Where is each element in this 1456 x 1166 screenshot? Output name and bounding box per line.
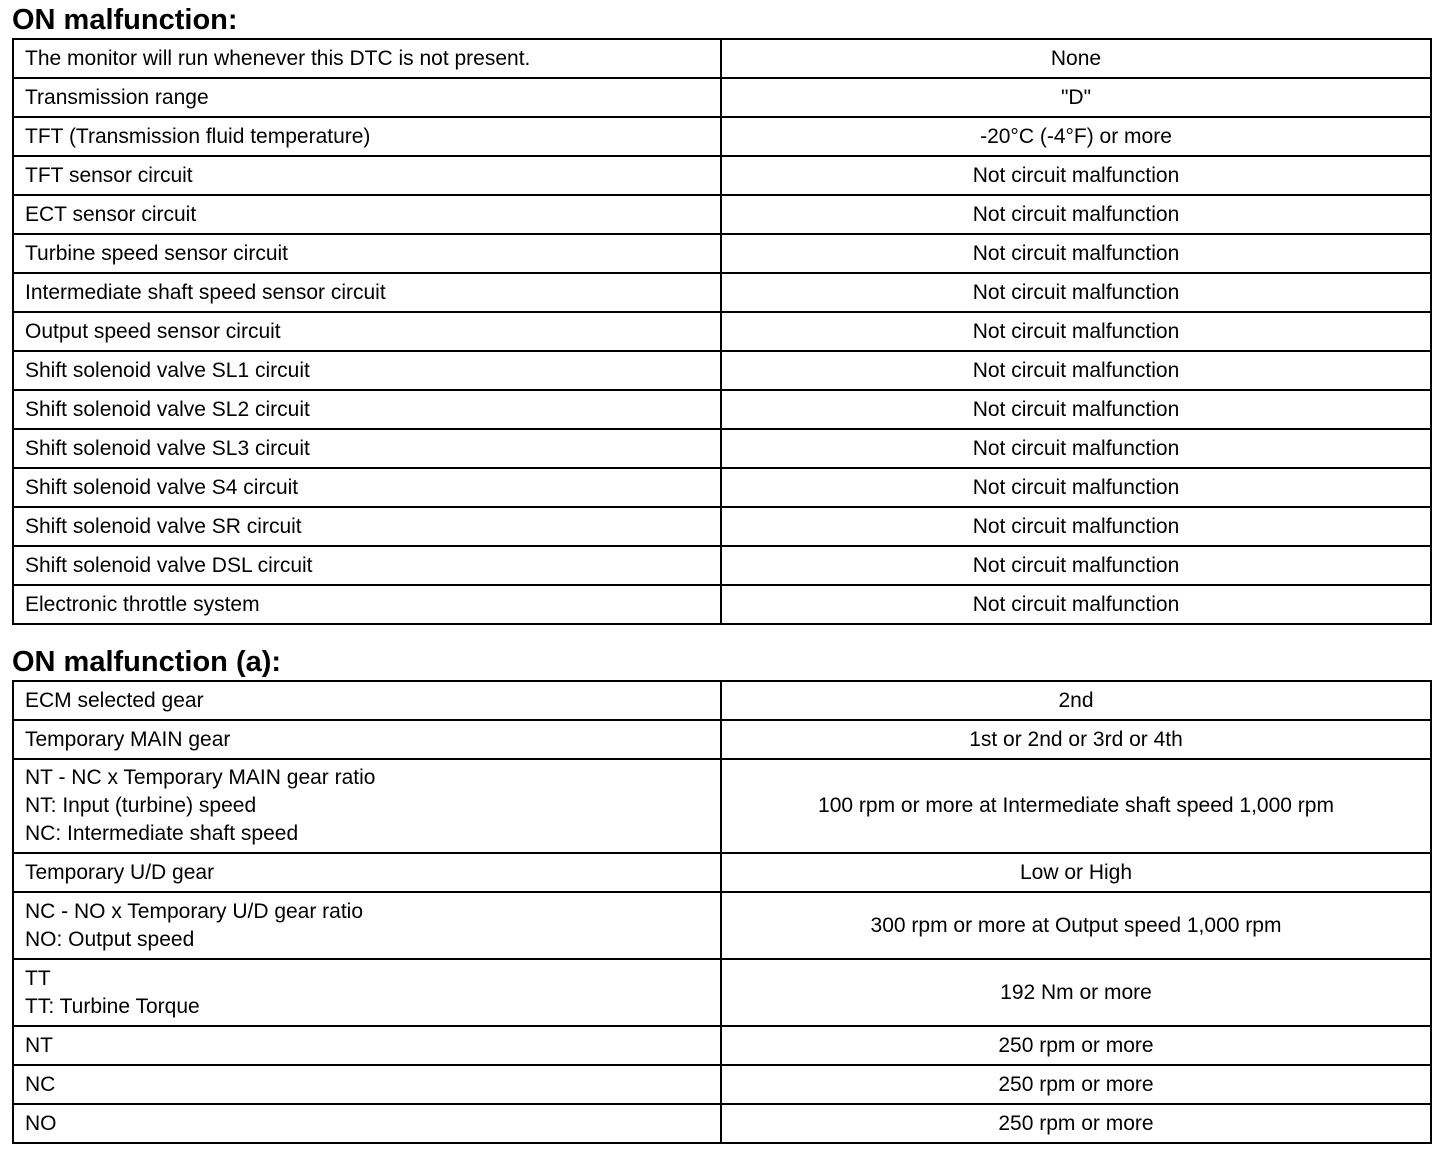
condition-label-line: ECM selected gear	[25, 688, 204, 712]
condition-label	[13, 312, 721, 351]
condition-value: Not circuit malfunction	[721, 507, 1431, 546]
table-row	[13, 351, 1431, 390]
condition-value: 100 rpm or more at Intermediate shaft speed 1,000 rpm	[721, 759, 1431, 853]
condition-value: None	[721, 39, 1431, 78]
section-title: ON malfunction (a):	[12, 646, 282, 678]
condition-label-line: ECT sensor circuit	[25, 202, 197, 226]
condition-label	[13, 117, 721, 156]
table-row	[13, 78, 1431, 117]
table-row	[13, 312, 1431, 351]
section-on-malfunction	[12, 2, 1430, 625]
condition-label	[13, 1104, 721, 1143]
condition-label	[13, 853, 721, 892]
table-row	[13, 507, 1431, 546]
condition-value: 250 rpm or more	[721, 1026, 1431, 1065]
condition-label-line: TFT (Transmission fluid temperature)	[25, 124, 371, 148]
condition-label-line: Shift solenoid valve SR circuit	[25, 514, 302, 538]
table-row	[13, 546, 1431, 585]
table-row	[13, 1026, 1431, 1065]
condition-label-line: Output speed sensor circuit	[25, 319, 281, 343]
condition-value: 192 Nm or more	[721, 959, 1431, 1026]
condition-label	[13, 720, 721, 759]
condition-label-line: TT: Turbine Torque	[25, 994, 200, 1018]
condition-value: Not circuit malfunction	[721, 156, 1431, 195]
table-row	[13, 195, 1431, 234]
condition-label-line: The monitor will run whenever this DTC is not present.	[25, 46, 531, 70]
condition-value: "D"	[721, 78, 1431, 117]
condition-label	[13, 468, 721, 507]
condition-label	[13, 429, 721, 468]
condition-label-line: NT	[25, 1033, 53, 1057]
table-row	[13, 117, 1431, 156]
condition-label-line: NO: Output speed	[25, 927, 195, 951]
table-row	[13, 234, 1431, 273]
condition-label-line: Shift solenoid valve DSL circuit	[25, 553, 313, 577]
condition-label	[13, 959, 721, 1026]
condition-label	[13, 546, 721, 585]
table-row	[13, 959, 1431, 1026]
table-row	[13, 429, 1431, 468]
condition-value: 250 rpm or more	[721, 1104, 1431, 1143]
condition-label-line: NC	[25, 1072, 56, 1096]
condition-label-line: NC - NO x Temporary U/D gear ratio	[25, 899, 364, 923]
condition-label-line: NC: Intermediate shaft speed	[25, 822, 299, 845]
condition-label-line: Shift solenoid valve SL2 circuit	[25, 397, 310, 421]
conditions-table	[12, 38, 1432, 625]
condition-label-line: Shift solenoid valve SL1 circuit	[25, 358, 310, 382]
condition-value: Low or High	[721, 853, 1431, 892]
condition-value: Not circuit malfunction	[721, 585, 1431, 624]
condition-value: -20°C (-4°F) or more	[721, 117, 1431, 156]
condition-value: Not circuit malfunction	[721, 429, 1431, 468]
condition-label	[13, 1026, 721, 1065]
condition-value: Not circuit malfunction	[721, 195, 1431, 234]
condition-value: Not circuit malfunction	[721, 468, 1431, 507]
condition-label-line: Temporary MAIN gear	[25, 727, 231, 751]
condition-label	[13, 195, 721, 234]
table-row	[13, 390, 1431, 429]
condition-value: 1st or 2nd or 3rd or 4th	[721, 720, 1431, 759]
table-row	[13, 720, 1431, 759]
table-row	[13, 1104, 1431, 1143]
table-row	[13, 853, 1431, 892]
condition-value: 300 rpm or more at Output speed 1,000 rpm	[721, 892, 1431, 959]
condition-value: Not circuit malfunction	[721, 273, 1431, 312]
table-row	[13, 892, 1431, 959]
condition-label	[13, 78, 721, 117]
condition-label	[13, 390, 721, 429]
condition-label-line: Shift solenoid valve SL3 circuit	[25, 436, 310, 460]
condition-label-line: NT - NC x Temporary MAIN gear ratio	[25, 766, 376, 789]
condition-label-line: Shift solenoid valve S4 circuit	[25, 475, 299, 499]
condition-label	[13, 156, 721, 195]
table-row	[13, 156, 1431, 195]
condition-label-line: Temporary U/D gear	[25, 860, 215, 884]
condition-label	[13, 273, 721, 312]
table-row	[13, 1065, 1431, 1104]
condition-label	[13, 1065, 721, 1104]
conditions-table	[12, 680, 1432, 1144]
condition-label-line: TT	[25, 966, 51, 990]
condition-value: 250 rpm or more	[721, 1065, 1431, 1104]
table-row	[13, 39, 1431, 78]
condition-label	[13, 507, 721, 546]
table-row	[13, 681, 1431, 720]
condition-value: Not circuit malfunction	[721, 234, 1431, 273]
condition-label-line: Transmission range	[25, 85, 209, 109]
condition-label-line: Turbine speed sensor circuit	[25, 241, 289, 265]
condition-label	[13, 351, 721, 390]
condition-label	[13, 681, 721, 720]
condition-label	[13, 892, 721, 959]
table-row	[13, 759, 1431, 853]
table-row	[13, 585, 1431, 624]
condition-label	[13, 585, 721, 624]
condition-label-line: NT: Input (turbine) speed	[25, 794, 257, 817]
condition-value: Not circuit malfunction	[721, 351, 1431, 390]
condition-label-line: NO	[25, 1111, 57, 1135]
condition-label-line: TFT sensor circuit	[25, 163, 193, 187]
condition-label-line: Intermediate shaft speed sensor circuit	[25, 280, 386, 304]
section-title: ON malfunction:	[12, 4, 238, 36]
condition-label	[13, 759, 721, 853]
condition-label-line: Electronic throttle system	[25, 592, 260, 616]
condition-value: Not circuit malfunction	[721, 390, 1431, 429]
section-on-malfunction-a	[12, 644, 1430, 1144]
table-row	[13, 468, 1431, 507]
condition-label	[13, 234, 721, 273]
condition-value: Not circuit malfunction	[721, 546, 1431, 585]
condition-label	[13, 39, 721, 78]
condition-value: 2nd	[721, 681, 1431, 720]
condition-value: Not circuit malfunction	[721, 312, 1431, 351]
table-row	[13, 273, 1431, 312]
